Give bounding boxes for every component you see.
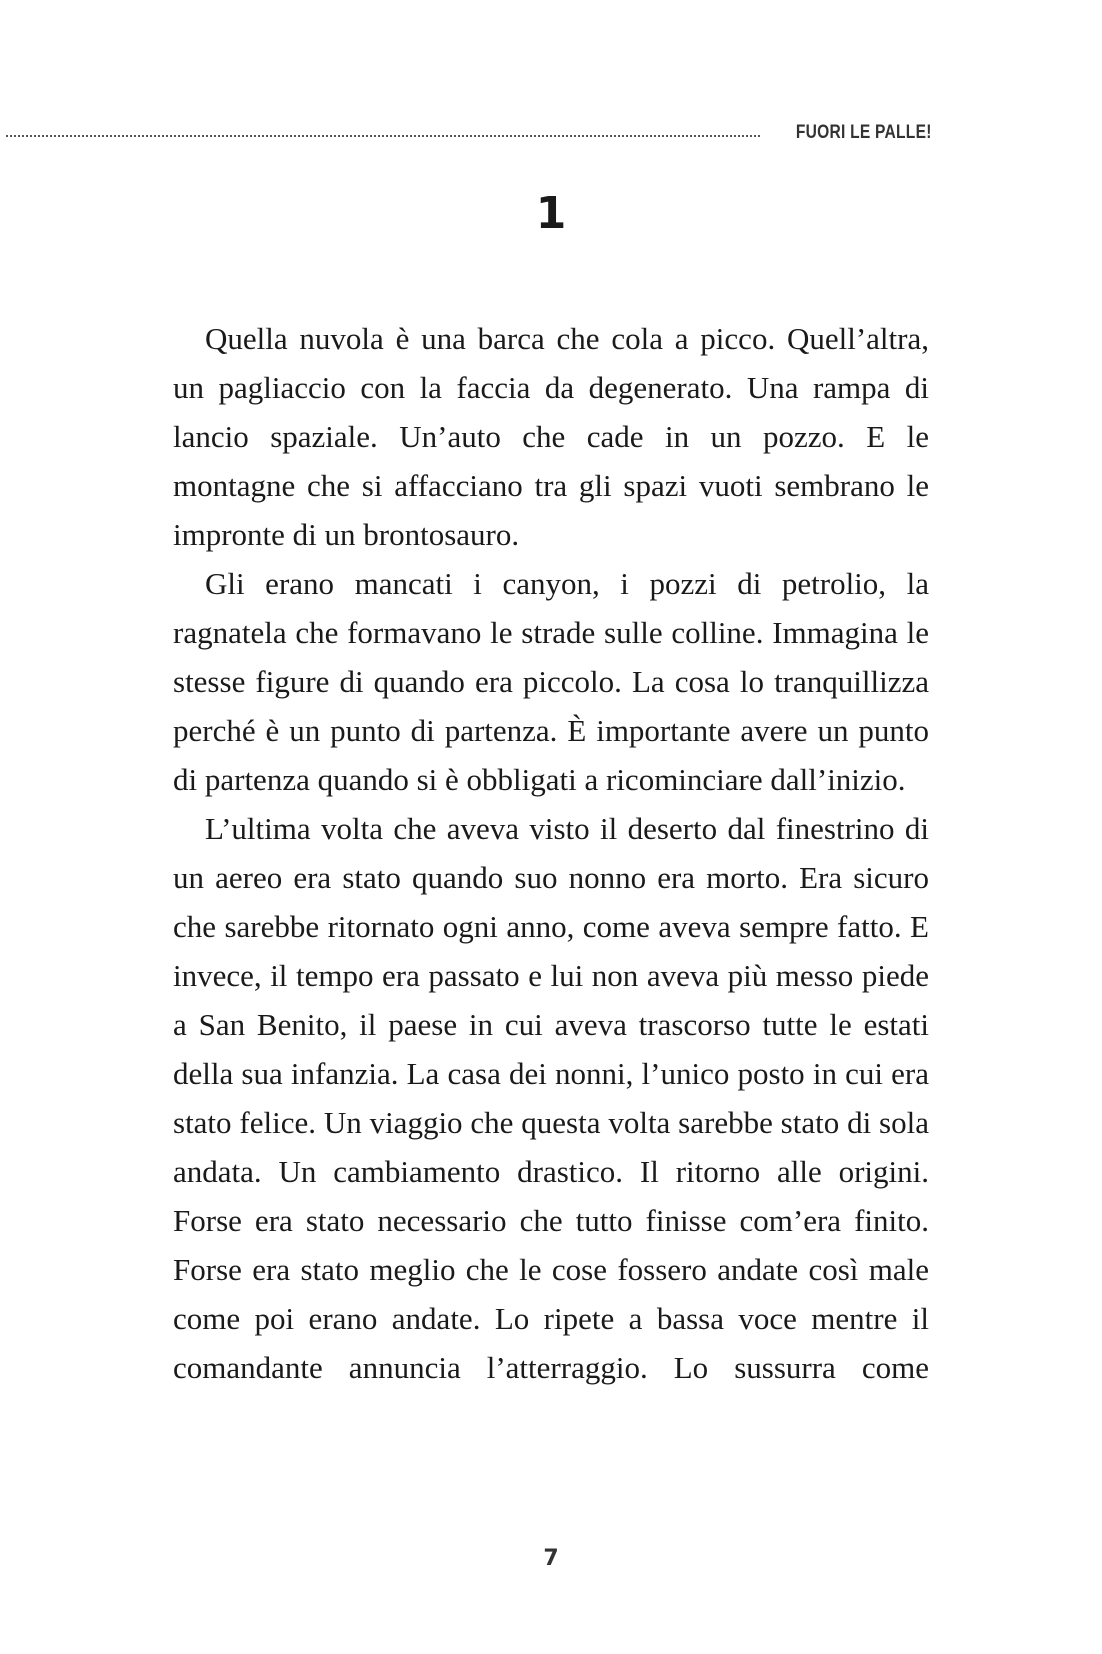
paragraph-1: Quella nuvola è una barca che cola a picco. Quell’altra, un pagliaccio con la faccia da degenerato. Una rampa di lancio spaziale. Un’auto che cade in un pozzo. E le montagne che si affacciano tra gli spazi vuoti sembrano le impronte di un brontosauro.	[173, 321, 929, 552]
body-text	[173, 314, 929, 1392]
running-header-title: FUORI LE PALLE!	[796, 122, 932, 143]
paragraph-3: L’ultima volta che aveva visto il deserto dal finestrino di un aereo era stato quando suo nonno era morto. Era sicuro che sarebbe ritornato ogni anno, come aveva sempre fatto. E invece, il tempo era passato e lui non aveva più messo piede a San Benito, il paese in cui aveva trascorso tutte le estati della sua infanzia. La casa dei nonni, l’unico posto in cui era stato felice. Un viaggio che questa volta sarebbe stato di sola andata. Un cambiamento drastico. Il ritorno alle origini. Forse era stato necessario che tutto finisse com’era finito. Forse era stato meglio che le cose fossero andate così male come poi erano andate. Lo ripete a bassa voce mentre il comandante annuncia l’atterraggio. Lo sussurra come	[173, 811, 929, 1385]
dotted-leader-rule	[6, 135, 760, 137]
running-header	[6, 118, 932, 142]
paragraph-2: Gli erano mancati i canyon, i pozzi di petrolio, la ragnatela che formavano le strade sulle colline. Immagina le stesse figure di quando era piccolo. La cosa lo tranquillizza perché è un punto di partenza. È importante avere un punto di partenza quando si è obbligati a ricominciare dall’inizio.	[173, 566, 929, 797]
page-number: 7	[543, 1546, 559, 1571]
chapter-number: 1	[535, 188, 567, 239]
